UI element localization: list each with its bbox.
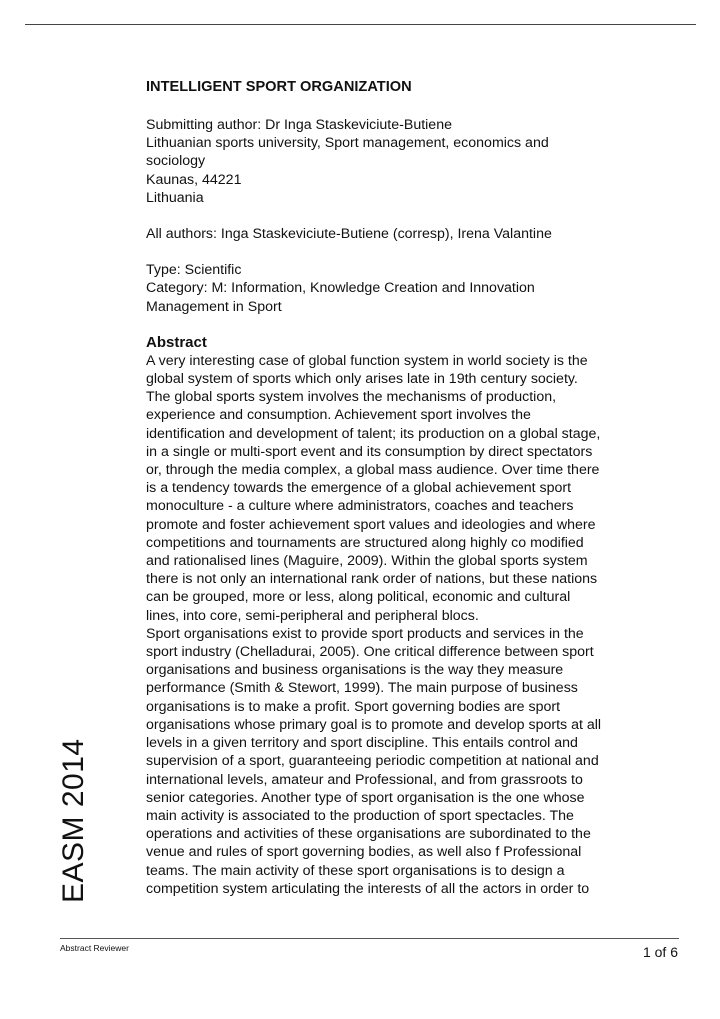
abstract-line: lines, into core, semi-peripheral and peripheral blocs. — [146, 607, 479, 624]
document-title: INTELLIGENT SPORT ORGANIZATION — [146, 79, 412, 95]
top-rule — [25, 24, 696, 25]
abstract-line: in a single or multi-sport event and its consumption by direct spectators — [146, 443, 593, 460]
type-category-block — [146, 261, 686, 316]
abstract-line: can be grouped, more or less, along political, economic and cultural — [146, 589, 571, 606]
abstract-line: A very interesting case of global function system in world society is the — [146, 352, 588, 369]
submitting-author-block — [146, 116, 686, 207]
abstract-line: or, through the media complex, a global mass audience. Over time there — [146, 462, 600, 479]
submitting-line: sociology — [146, 153, 206, 170]
abstract-line: global system of sports which only arises late in 19th century society. — [146, 371, 578, 388]
abstract-line: levels in a given territory and sport discipline. This entails control and — [146, 735, 578, 752]
submitting-line: Submitting author: Dr Inga Staskeviciute-Butiene — [146, 117, 452, 133]
abstract-line: and rationalised lines (Maguire, 2009). Within the global sports system — [146, 553, 588, 570]
abstract-line: promote and foster achievement sport values and ideologies and where — [146, 516, 596, 533]
abstract-line: competitions and tournaments are structured along highly co modified — [146, 534, 584, 551]
abstract-line: operations and activities of these organisations are subordinated to the — [146, 826, 591, 843]
page-number: 1 of 6 — [642, 944, 678, 960]
submitting-line: Lithuania — [146, 189, 204, 206]
all-authors: All authors: Inga Staskeviciute-Butiene (corresp), Irena Valantine — [146, 226, 552, 243]
abstract-line: Sport organisations exist to provide sport products and services in the — [146, 625, 584, 642]
abstract-line: identification and development of talent; its production on a global stage, — [146, 425, 601, 442]
abstract-line: main activity is associated to the production of sport spectacles. The — [146, 807, 574, 824]
abstract-line: organisations whose primary goal is to promote and develop sports at all — [146, 716, 602, 733]
abstract-line: experience and consumption. Achievement sport involves the — [146, 407, 531, 424]
abstract-line: monoculture - a culture where administrators, coaches and teachers — [146, 498, 574, 515]
abstract-line: performance (Smith & Stewort, 1999). The main purpose of business — [146, 680, 578, 697]
footer-reviewer-label: Abstract Reviewer — [60, 943, 129, 953]
abstract-line: there is not only an international rank order of nations, but these nations — [146, 571, 598, 588]
category-line: Management in Sport — [146, 298, 282, 315]
abstract-line: The global sports system involves the mechanisms of production, — [146, 389, 557, 406]
abstract-line: organisations is to make a profit. Sport governing bodies are sport — [146, 698, 561, 715]
side-label — [54, 733, 94, 903]
footer-rule — [60, 938, 679, 939]
abstract-line: teams. The main activity of these sport organisations is to design a — [146, 862, 565, 879]
abstract-line: venue and rules of sport governing bodies, as well also f Professional — [146, 844, 582, 861]
category-line: Category: M: Information, Knowledge Creation and Innovation — [146, 280, 535, 297]
abstract-line: sport industry (Chelladurai, 2005). One critical difference between sport — [146, 644, 594, 661]
abstract-line: supervision of a sport, guaranteeing periodic competition at national and — [146, 753, 599, 770]
abstract-text — [146, 352, 686, 898]
abstract-heading: Abstract — [146, 333, 207, 351]
document-body — [146, 78, 686, 898]
authors-block — [146, 225, 686, 243]
type-line: Type: Scientific — [146, 262, 242, 279]
abstract-line: competition system articulating the interests of all the actors in order to — [146, 880, 590, 897]
abstract-line: international levels, amateur and Professional, and from grassroots to — [146, 771, 583, 788]
abstract-line: is a tendency towards the emergence of a global achievement sport — [146, 480, 572, 497]
easm-label: EASM 2014 — [57, 738, 90, 903]
abstract-line: senior categories. Another type of sport organisation is the one whose — [146, 789, 585, 806]
submitting-line: Kaunas, 44221 — [146, 171, 242, 188]
submitting-line: Lithuanian sports university, Sport management, economics and — [146, 135, 549, 152]
abstract-line: organisations and business organisations is the way they measure — [146, 662, 564, 679]
